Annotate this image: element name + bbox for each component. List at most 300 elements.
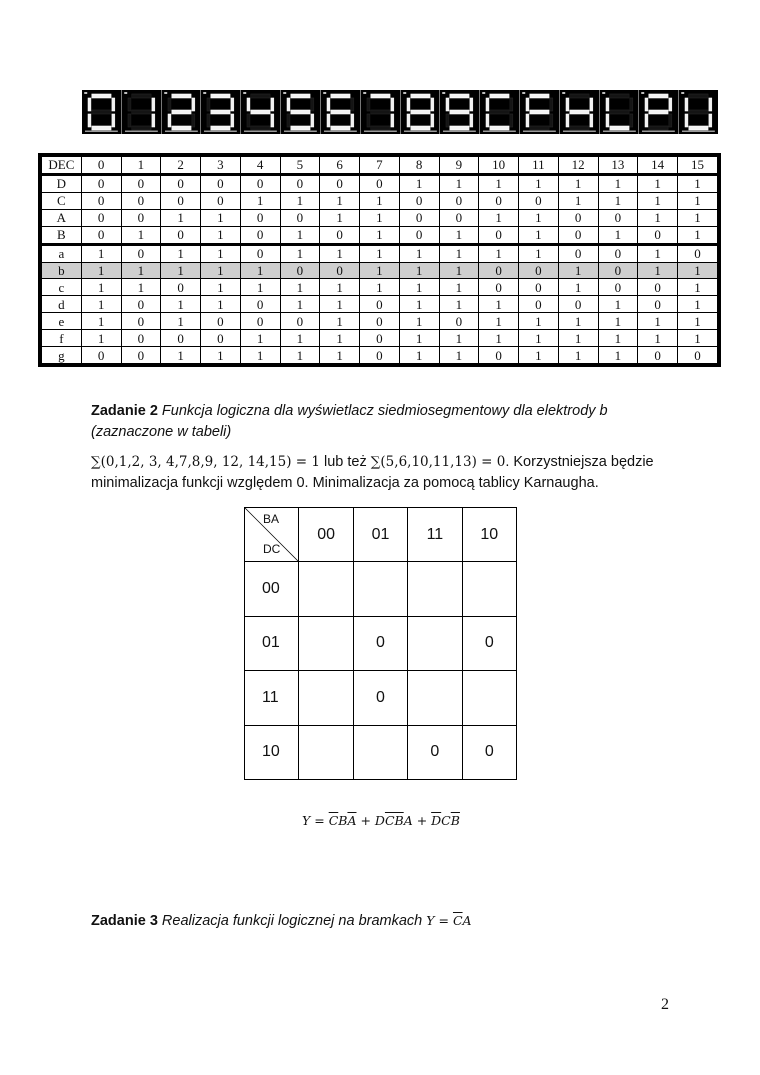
truth-table-cell: 0 [479, 347, 519, 364]
seven-segment-glyph [480, 90, 519, 134]
segment-c [351, 114, 354, 127]
truth-table-cell: 1 [439, 330, 479, 347]
kmap-cell [299, 616, 353, 670]
truth-table-cell: 1 [399, 313, 439, 330]
truth-table-cell: 1 [201, 296, 241, 313]
segment-e [606, 114, 609, 127]
segment-b [391, 98, 394, 111]
truth-table-cell: 1 [201, 209, 241, 226]
truth-table-cell: 0 [638, 279, 678, 296]
truth-table-cell: 1 [598, 226, 638, 244]
truth-table-cell: 0 [121, 192, 161, 209]
truth-table-cell: 0 [121, 244, 161, 262]
truth-table-cell: 1 [519, 330, 559, 347]
truth-table-cell: 1 [638, 192, 678, 209]
truth-table-cell: 1 [320, 347, 360, 364]
truth-table-cell: 1 [201, 262, 241, 279]
truth-table-cell: 1 [121, 262, 161, 279]
truth-table-cell: 0 [399, 226, 439, 244]
segment-b [191, 98, 194, 111]
seven-segment-glyph [440, 90, 479, 134]
segment-b [112, 98, 115, 111]
truth-table-cell: 0 [439, 192, 479, 209]
truth-table-cell: 0 [439, 209, 479, 226]
task-3-heading [91, 910, 472, 932]
truth-table-cell: 1 [201, 244, 241, 262]
segment-a [609, 94, 628, 98]
segment-f [367, 98, 370, 111]
truth-table-cell: 1 [598, 296, 638, 313]
formula-term: A [403, 813, 413, 828]
truth-table-cell: 0 [678, 347, 718, 364]
segment-g [291, 110, 310, 114]
segment-a [370, 94, 389, 98]
segment-e [207, 114, 210, 127]
truth-table-cell: 1 [280, 330, 320, 347]
truth-table-cell: 1 [439, 174, 479, 192]
seven-segment-digit [121, 90, 161, 134]
truth-table-cell: 1 [479, 313, 519, 330]
truth-table-output-row [42, 313, 718, 330]
truth-table-cell: 0 [519, 262, 559, 279]
kmap-ba-label: BA [263, 512, 280, 526]
truth-table-row-label: f [42, 330, 82, 347]
segment-e [446, 114, 449, 127]
truth-table-cell: 1 [598, 174, 638, 192]
truth-table-output-row [42, 262, 718, 279]
truth-table-cell: 1 [479, 330, 519, 347]
kmap-cell [299, 725, 353, 779]
formula-term: $\overline{CB}$ [384, 813, 404, 828]
segment-g [92, 110, 111, 114]
segment-c [152, 114, 155, 127]
segment-f [168, 98, 171, 111]
segment-c [550, 114, 553, 127]
segment-d [410, 126, 429, 130]
truth-table-cell: 1 [121, 226, 161, 244]
truth-table-cell: 1 [399, 174, 439, 192]
segment-d [132, 126, 151, 130]
segment-e [645, 114, 648, 127]
truth-table-cell: 1 [280, 244, 320, 262]
segment-c [470, 114, 473, 127]
truth-table-cell: 1 [81, 313, 121, 330]
seven-segment-digit [519, 90, 559, 134]
truth-table-cell: 1 [320, 313, 360, 330]
segment-g [171, 110, 190, 114]
truth-table-cell: 1 [598, 192, 638, 209]
truth-table-cell: 1 [201, 226, 241, 244]
truth-table-cell: 1 [439, 296, 479, 313]
segment-c [430, 114, 433, 127]
kmap-cell [408, 616, 462, 670]
digit-corner-mark [84, 92, 87, 94]
truth-table-cell: 0 [201, 313, 241, 330]
truth-table-header-row [42, 157, 718, 175]
task-3-formula [426, 913, 471, 928]
segment-b [550, 98, 553, 111]
truth-table-cell: 1 [240, 279, 280, 296]
seven-segment-digit [320, 90, 360, 134]
truth-table-row-label: D [42, 174, 82, 192]
digit-corner-mark [642, 92, 645, 94]
formula-y: Y [302, 813, 311, 828]
segment-a [530, 94, 549, 98]
segment-c [709, 114, 712, 127]
truth-table-cell: 0 [121, 330, 161, 347]
segment-a [490, 94, 509, 98]
page-number: 2 [661, 996, 669, 1013]
truth-table-cell: 8 [399, 157, 439, 175]
truth-table-cell: 1 [240, 192, 280, 209]
segment-d [92, 126, 111, 130]
segment-e [128, 114, 131, 127]
segment-e [327, 114, 330, 127]
task-3-formula-cbar: $\overline{C}$ [452, 913, 463, 928]
kmap-row-header: 11 [245, 671, 299, 725]
truth-table-cell: 1 [121, 279, 161, 296]
segment-b [351, 98, 354, 111]
truth-table-cell: 1 [678, 313, 718, 330]
task-3-text: Realizacja funkcji logicznej na bramkach [161, 913, 423, 929]
kmap-col-header: 00 [299, 508, 353, 562]
karnaugh-map [244, 507, 517, 780]
segment-a [410, 94, 429, 98]
kmap-cell: 0 [462, 616, 516, 670]
truth-table-cell: 0 [558, 244, 598, 262]
segment-f [606, 98, 609, 111]
segment-e [367, 114, 370, 127]
truth-table-cell: 1 [280, 296, 320, 313]
truth-table-frame [38, 153, 721, 367]
truth-table-cell: 13 [598, 157, 638, 175]
segment-g [530, 110, 549, 114]
truth-table-cell: 0 [240, 313, 280, 330]
truth-table-cell: 1 [360, 209, 400, 226]
digit-pin-labels [244, 131, 277, 133]
truth-table-row-label: a [42, 244, 82, 262]
kmap-cell: 0 [353, 671, 407, 725]
task-3-formula-y: Y [426, 913, 435, 928]
segment-b [590, 98, 593, 111]
truth-table-cell: 0 [479, 262, 519, 279]
seven-segment-glyph [321, 90, 360, 134]
truth-table-cell: 0 [558, 209, 598, 226]
task-3-title: Zadanie 3 [91, 913, 158, 929]
truth-table-cell: 0 [320, 262, 360, 279]
task-2-text: Funkcja logiczna dla wyświetlacz siedmiosegmentowy dla elektrody b (zaznaczone w tabeli) [91, 403, 608, 440]
summary-connector: lub też [324, 454, 367, 470]
kmap-row-header: 00 [245, 562, 299, 616]
truth-table-output-row [42, 296, 718, 313]
truth-table-cell: 12 [558, 157, 598, 175]
truth-table-cell: 0 [161, 330, 201, 347]
segment-a [92, 94, 111, 98]
segment-e [526, 114, 529, 127]
kmap-cell: 0 [462, 725, 516, 779]
digit-pin-labels [204, 131, 237, 133]
segment-f [128, 98, 131, 111]
truth-table-cell: 0 [678, 244, 718, 262]
truth-table-input-row [42, 192, 718, 209]
truth-table-cell: 2 [161, 157, 201, 175]
digit-pin-labels [483, 131, 516, 133]
digit-corner-mark [124, 92, 127, 94]
seven-segment-glyph [162, 90, 201, 134]
truth-table-cell: 0 [121, 313, 161, 330]
digit-corner-mark [164, 92, 167, 94]
truth-table-cell: 0 [280, 262, 320, 279]
segment-d [490, 126, 509, 130]
truth-table [41, 156, 718, 364]
segment-e [247, 114, 250, 127]
truth-table-output-row [42, 347, 718, 364]
truth-table-cell: 1 [558, 347, 598, 364]
truth-table-cell: 1 [519, 174, 559, 192]
task-3-formula-a: A [462, 913, 472, 928]
segment-b [709, 98, 712, 111]
truth-table-cell: 9 [439, 157, 479, 175]
truth-table-output-row [42, 244, 718, 262]
seven-segment-glyph [361, 90, 400, 134]
truth-table-cell: 10 [479, 157, 519, 175]
truth-table-input-row [42, 226, 718, 244]
segment-c [311, 114, 314, 127]
kmap-corner [245, 508, 299, 562]
truth-table-cell: 1 [161, 296, 201, 313]
truth-table-cell: 1 [201, 279, 241, 296]
seven-segment-digit [200, 90, 240, 134]
digit-pin-labels [85, 131, 118, 133]
truth-table-cell: 1 [638, 244, 678, 262]
seven-segment-digit [599, 90, 639, 134]
truth-table-cell: 0 [280, 174, 320, 192]
truth-table-cell: 1 [479, 209, 519, 226]
segment-e [486, 114, 489, 127]
truth-table-cell: 1 [161, 209, 201, 226]
truth-table-cell: 0 [519, 192, 559, 209]
segment-b [669, 98, 672, 111]
formula-term: C [441, 813, 451, 828]
digit-corner-mark [522, 92, 525, 94]
truth-table-cell: 1 [479, 244, 519, 262]
segment-a [569, 94, 588, 98]
segment-c [629, 114, 632, 127]
seven-segment-glyph [241, 90, 280, 134]
kmap-cell [299, 562, 353, 616]
truth-table-cell: 1 [399, 244, 439, 262]
truth-table-cell: 1 [519, 313, 559, 330]
truth-table-cell: 1 [81, 244, 121, 262]
seven-segment-digit [161, 90, 201, 134]
kmap-cell [408, 671, 462, 725]
segment-f [207, 98, 210, 111]
segment-g [490, 110, 509, 114]
truth-table-cell: 0 [598, 244, 638, 262]
segment-c [391, 114, 394, 127]
kmap-cell [353, 725, 407, 779]
truth-table-cell: 1 [360, 279, 400, 296]
seven-segment-digit [479, 90, 519, 134]
summary-rest: . Korzystniejsza będzie minimalizacja funkcji względem 0. Minimalizacja za pomocą tablicy Karnaugha. [91, 454, 654, 491]
seven-segment-digit [240, 90, 280, 134]
digit-pin-labels [443, 131, 476, 133]
formula-term: D [374, 813, 385, 828]
truth-table-cell: 0 [439, 313, 479, 330]
segment-d [251, 126, 270, 130]
digit-pin-labels [403, 131, 436, 133]
truth-table-row-label: B [42, 226, 82, 244]
segment-b [470, 98, 473, 111]
kmap-row [245, 725, 517, 779]
formula-term: B [338, 813, 348, 828]
truth-table-row-label: DEC [42, 157, 82, 175]
truth-table-cell: 1 [598, 330, 638, 347]
digit-corner-mark [283, 92, 286, 94]
digit-corner-mark [363, 92, 366, 94]
truth-table-cell: 0 [81, 226, 121, 244]
segment-b [430, 98, 433, 111]
segment-c [669, 114, 672, 127]
segment-f [287, 98, 290, 111]
seven-segment-digit [360, 90, 400, 134]
truth-table-cell: 1 [201, 347, 241, 364]
segment-f [88, 98, 91, 111]
truth-table-cell: 1 [638, 209, 678, 226]
kmap-cell [462, 562, 516, 616]
truth-table-cell: 0 [280, 313, 320, 330]
segment-g [569, 110, 588, 114]
truth-table-cell: 0 [598, 209, 638, 226]
segment-e [685, 114, 688, 127]
truth-table-cell: 1 [240, 347, 280, 364]
digit-corner-mark [602, 92, 605, 94]
segment-g [450, 110, 469, 114]
truth-table-cell: 1 [360, 192, 400, 209]
truth-table-cell: 1 [558, 174, 598, 192]
segment-d [291, 126, 310, 130]
truth-table-row-label: d [42, 296, 82, 313]
truth-table-row-label: A [42, 209, 82, 226]
segment-c [510, 114, 513, 127]
kmap-dc-label: DC [263, 542, 281, 556]
seven-segment-glyph [401, 90, 440, 134]
truth-table-cell: 0 [121, 296, 161, 313]
minimized-formula [302, 813, 460, 828]
truth-table-cell: 1 [280, 279, 320, 296]
segment-b [629, 98, 632, 111]
truth-table-cell: 0 [240, 244, 280, 262]
truth-table-cell: 5 [280, 157, 320, 175]
segment-d [689, 126, 708, 130]
seven-segment-glyph [600, 90, 639, 134]
truth-table-cell: 1 [638, 330, 678, 347]
segment-e [406, 114, 409, 127]
digit-pin-labels [642, 131, 675, 133]
segment-g [211, 110, 230, 114]
truth-table-cell: 0 [638, 296, 678, 313]
truth-table-cell: 1 [121, 157, 161, 175]
seven-segment-glyph [281, 90, 320, 134]
truth-table-cell: 1 [678, 192, 718, 209]
truth-table-cell: 0 [558, 296, 598, 313]
formula-term: $\overline{A}$ [347, 813, 357, 828]
digit-corner-mark [681, 92, 684, 94]
truth-table-cell: 1 [81, 296, 121, 313]
digit-corner-mark [204, 92, 207, 94]
seven-segment-digit [439, 90, 479, 134]
formula-plus: + [412, 813, 432, 828]
seven-segment-glyph [639, 90, 678, 134]
truth-table-cell: 1 [320, 192, 360, 209]
formula-term: $\overline{C}$ [328, 813, 339, 828]
truth-table-cell: 0 [360, 296, 400, 313]
truth-table-cell: 1 [678, 209, 718, 226]
segment-d [370, 126, 389, 130]
segment-f [526, 98, 529, 111]
digit-pin-labels [682, 131, 715, 133]
truth-table-cell: 0 [161, 192, 201, 209]
truth-table-cell: 1 [439, 244, 479, 262]
seven-segment-digit [400, 90, 440, 134]
truth-table-cell: 1 [479, 296, 519, 313]
truth-table-cell: 1 [678, 279, 718, 296]
truth-table-cell: 0 [121, 174, 161, 192]
segment-d [331, 126, 350, 130]
truth-table-cell: 1 [320, 209, 360, 226]
segment-b [271, 98, 274, 111]
kmap-cell: 0 [353, 616, 407, 670]
truth-table-cell: 0 [320, 174, 360, 192]
truth-table-cell: 0 [81, 157, 121, 175]
kmap-row [245, 562, 517, 616]
segment-g [410, 110, 429, 114]
digit-pin-labels [324, 131, 357, 133]
truth-table-cell: 0 [638, 347, 678, 364]
seven-segment-digit [82, 90, 121, 134]
truth-table-cell: 1 [161, 244, 201, 262]
kmap-cell [462, 671, 516, 725]
segment-a [132, 94, 151, 98]
segment-b [231, 98, 234, 111]
truth-table-cell: 1 [479, 174, 519, 192]
segment-d [569, 126, 588, 130]
truth-table-row-label: b [42, 262, 82, 279]
kmap-cell [353, 562, 407, 616]
truth-table-cell: 1 [519, 226, 559, 244]
segment-d [609, 126, 628, 130]
truth-table-cell: 0 [399, 209, 439, 226]
truth-table-cell: 1 [598, 347, 638, 364]
truth-table-cell: 1 [320, 244, 360, 262]
seven-segment-glyph [122, 90, 161, 134]
digit-pin-labels [603, 131, 636, 133]
truth-table-cell: 6 [320, 157, 360, 175]
truth-table-cell: 1 [360, 244, 400, 262]
segment-g [649, 110, 668, 114]
truth-table-cell: 1 [399, 296, 439, 313]
truth-table-cell: 0 [360, 313, 400, 330]
truth-table-cell: 4 [240, 157, 280, 175]
truth-table-cell: 0 [201, 330, 241, 347]
truth-table-cell: 0 [201, 174, 241, 192]
truth-table-cell: 0 [280, 209, 320, 226]
truth-table-cell: 1 [519, 244, 559, 262]
truth-table-cell: 1 [81, 330, 121, 347]
digit-pin-labels [284, 131, 317, 133]
segment-g [251, 110, 270, 114]
truth-table-cell: 0 [479, 226, 519, 244]
